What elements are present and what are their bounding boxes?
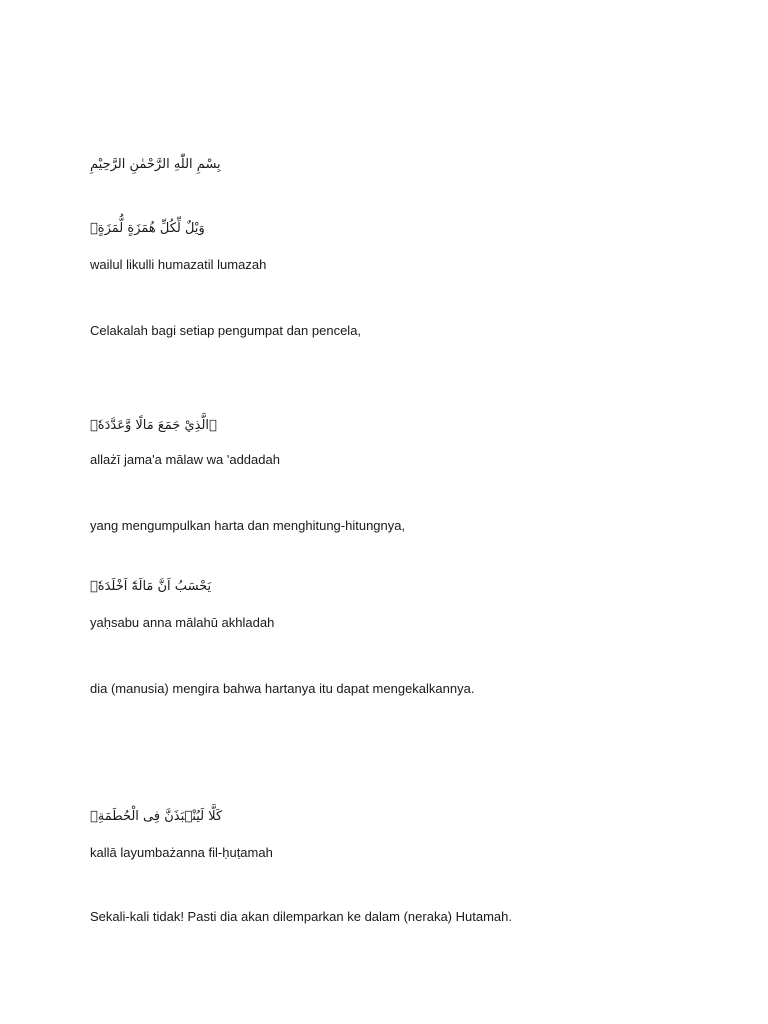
verse-1-latin: wailul likulli humazatil lumazah — [90, 257, 267, 272]
verse-1-arabic: وَيْلٌ لِّكُلِّ هُمَزَةٍ لُّمَزَةٍۙ — [90, 221, 205, 236]
verse-4-latin: kallā layumbażanna fil-ḥuṭamah — [90, 845, 273, 860]
verse-3-translation: dia (manusia) mengira bahwa hartanya itu dapat mengekalkannya. — [90, 681, 475, 696]
verse-4-arabic: كَلَّا لَيُنْۢبَذَنَّ فِى الْحُطَمَةِۖ — [90, 809, 223, 824]
verse-2-latin: allażī jama'a mālaw wa 'addadah — [90, 452, 280, 467]
verse-3-latin: yaḥsabu anna mālahū akhladah — [90, 615, 275, 630]
verse-1-translation: Celakalah bagi setiap pengumpat dan pencela, — [90, 323, 362, 338]
verse-4-translation: Sekali-kali tidak! Pasti dia akan dilemparkan ke dalam (neraka) Hutamah. — [90, 909, 512, 924]
verse-2-arabic: ۨالَّذِيْ جَمَعَ مَالًا وَّعَدَّدَهٗۙ — [90, 418, 217, 433]
verse-2-translation: yang mengumpulkan harta dan menghitung-hitungnya, — [90, 518, 406, 533]
verse-3-arabic: يَحْسَبُ اَنَّ مَالَهٗٓ اَخْلَدَهٗۚ — [90, 579, 212, 594]
basmala-arabic: بِسْمِ اللّٰهِ الرَّحْمٰنِ الرَّحِيْمِ — [90, 157, 221, 172]
